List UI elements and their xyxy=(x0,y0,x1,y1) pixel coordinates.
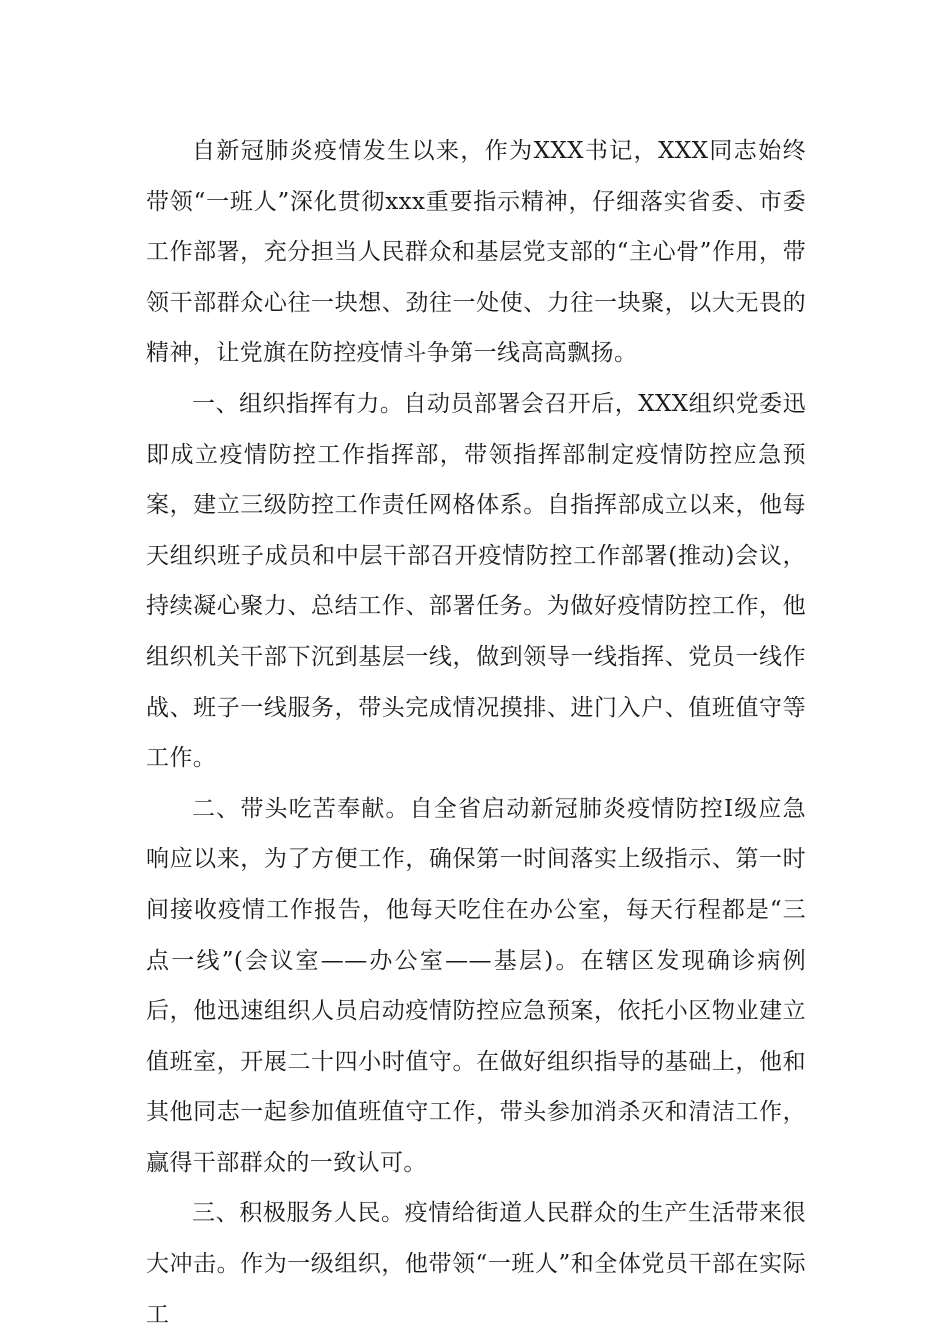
paragraph-intro: 自新冠肺炎疫情发生以来，作为XXX书记，XXX同志始终带领“一班人”深化贯彻xxx重要指示精神，仔细落实省委、市委工作部署，充分担当人民群众和基层党支部的“主心骨”作用，带领干部群众心往一块想、劲往一处使、力往一块聚，以大无畏的精神，让党旗在防控疫情斗争第一线高高飘扬。 xyxy=(146,138,806,367)
paragraph-section-3: 三、积极服务人民。疫情给街道人民群众的生产生活带来很大冲击。作为一级组织，他带领“一班人”和全体党员干部在实际工 xyxy=(146,1200,806,1328)
paragraph-section-2: 二、带头吃苦奉献。自全省启动新冠肺炎疫情防控Ⅰ级应急响应以来，为了方便工作，确保第一时间落实上级指示、第一时间接收疫情工作报告，他每天吃住在办公室，每天行程都是“三点一线”(会议室——办公室——基层)。在辖区发现确诊病例后，他迅速组织人员启动疫情防控应急预案，依托小区物业建立值班室，开展二十四小时值守。在做好组织指导的基础上，他和其他同志一起参加值班值守工作，带头参加消杀灭和清洁工作，赢得干部群众的一致认可。 xyxy=(146,795,806,1176)
document-body xyxy=(146,126,806,1340)
paragraph-section-1: 一、组织指挥有力。自动员部署会召开后，XXX组织党委迅即成立疫情防控工作指挥部，带领指挥部制定疫情防控应急预案，建立三级防控工作责任网格体系。自指挥部成立以来，他每天组织班子成员和中层干部召开疫情防控工作部署(推动)会议，持续凝心聚力、总结工作、部署任务。为做好疫情防控工作，他组织机关干部下沉到基层一线，做到领导一线指挥、党员一线作战、班子一线服务，带头完成情况摸排、进门入户、值班值守等工作。 xyxy=(146,390,806,772)
